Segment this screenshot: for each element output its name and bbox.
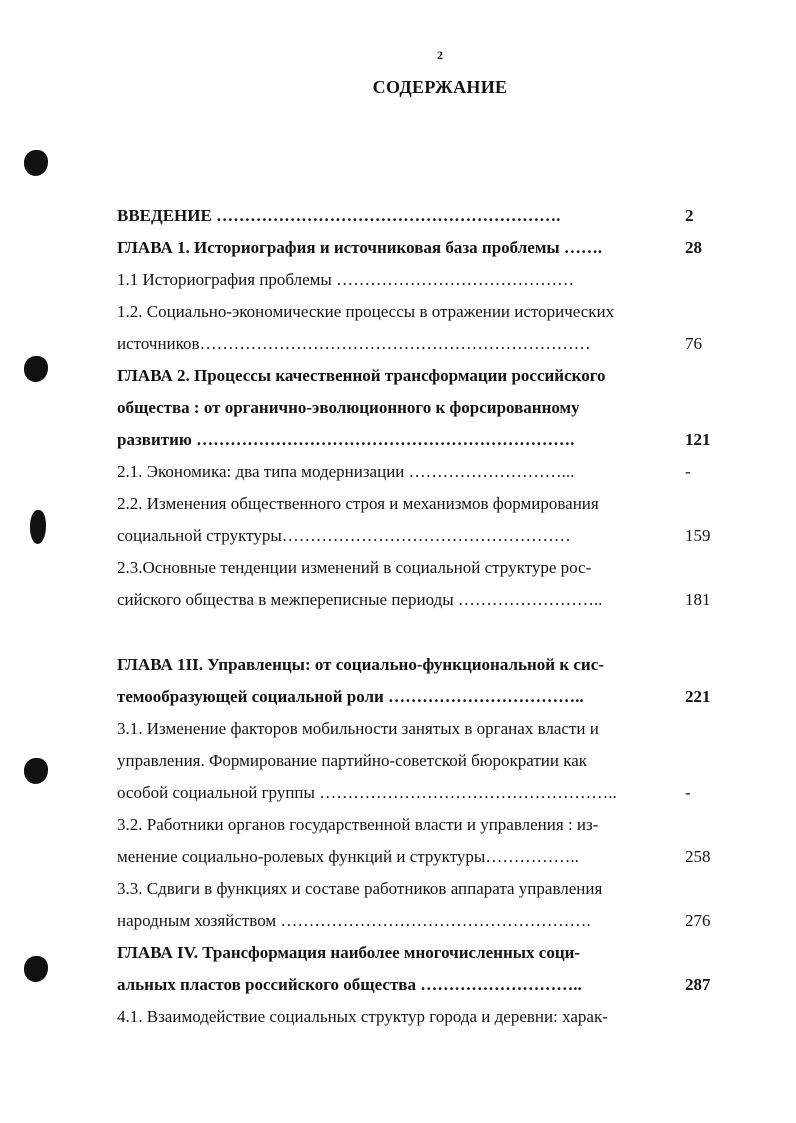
toc-entry-page: 2 [685, 206, 694, 225]
toc-entry-text: 2.2. Изменения общественного строя и механизмов формирования [117, 494, 599, 513]
toc-entry-page: 159 [685, 526, 711, 545]
toc-entry-text: 1.2. Социально-экономические процессы в отражении исторических [117, 302, 615, 321]
toc-entry-text: ВВЕДЕНИЕ ……………………………………………………. [117, 206, 561, 225]
toc-entry [117, 328, 717, 360]
toc-entry-page: 76 [685, 334, 702, 353]
page-title: СОДЕРЖАНИЕ [372, 77, 508, 97]
toc-entry [117, 809, 717, 841]
toc-entry-text: ГЛАВА 1. Историография и источниковая база проблемы ……. [117, 238, 603, 257]
punch-hole-mark [30, 510, 46, 544]
toc-entry-text: сийского общества в межпереписные периоды …………………….. [117, 590, 603, 609]
toc-entry-text: народным хозяйством ………………………………………………. [117, 911, 591, 930]
toc-entry [117, 841, 717, 873]
toc-entry-text: 2.3.Основные тенденции изменений в социальной структуре рос- [117, 558, 592, 577]
toc-entry-page: - [685, 462, 691, 481]
punch-hole-mark [24, 150, 48, 176]
toc-entry [117, 296, 717, 328]
toc-entry-page: 287 [685, 975, 711, 994]
toc-entry-page: 258 [685, 847, 711, 866]
toc-entry-text: ГЛАВА 2. Процессы качественной трансформации российского [117, 366, 606, 385]
toc-entry [117, 264, 717, 296]
toc-entry-text: 3.1. Изменение факторов мобильности занятых в органах власти и [117, 719, 599, 738]
toc-entry [117, 392, 717, 424]
section-gap [117, 616, 717, 649]
toc-entry-text: управления. Формирование партийно-советской бюрократии как [117, 751, 587, 770]
toc-entry-text: особой социальной группы …………………………………………….. [117, 783, 617, 802]
toc-entry-page: 28 [685, 238, 702, 257]
toc-entry [117, 360, 717, 392]
toc-entry-text: общества : от органично-эволюционного к форсированному [117, 398, 580, 417]
toc-entry [117, 873, 717, 905]
toc-entry [117, 456, 717, 488]
toc-entry-page: 181 [685, 590, 711, 609]
toc-entry-page: 121 [685, 430, 711, 449]
table-of-contents [117, 200, 717, 1033]
toc-entry-page: 276 [685, 911, 711, 930]
toc-entry-text: альных пластов российского общества ……………………….. [117, 975, 582, 994]
toc-entry-page: 221 [685, 687, 711, 706]
toc-entry [117, 777, 717, 809]
toc-entry-text: 3.3. Сдвиги в функциях и составе работников аппарата управления [117, 879, 603, 898]
toc-entry-text: развитию …………………………………………………………. [117, 430, 575, 449]
toc-entry [117, 552, 717, 584]
toc-entry-text: социальной структуры…………………………………………… [117, 526, 571, 545]
punch-hole-mark [24, 356, 48, 382]
toc-entry [117, 937, 717, 969]
toc-entry-text: 4.1. Взаимодействие социальных структур города и деревни: харак- [117, 1007, 608, 1026]
toc-entry [117, 488, 717, 520]
toc-entry-text: 2.1. Экономика: два типа модернизации ………………………... [117, 462, 575, 481]
toc-entry [117, 584, 717, 616]
toc-entry-text: темообразующей социальной роли …………………………….. [117, 687, 584, 706]
toc-entry [117, 969, 717, 1001]
toc-entry-text: источников…………………………………………………………… [117, 334, 591, 353]
toc-entry [117, 424, 717, 456]
toc-entry [117, 745, 717, 777]
toc-entry-page: - [685, 783, 691, 802]
toc-entry [117, 200, 717, 232]
punch-hole-mark [24, 956, 48, 982]
toc-entry-text: ГЛАВА IV. Трансформация наиболее многочисленных соци- [117, 943, 581, 962]
punch-hole-mark [24, 758, 48, 784]
toc-entry-text: 3.2. Работники органов государственной власти и управления : из- [117, 815, 599, 834]
toc-entry [117, 1001, 717, 1033]
toc-entry [117, 681, 717, 713]
toc-entry [117, 232, 717, 264]
page-number: 2 [437, 48, 443, 62]
toc-entry [117, 649, 717, 681]
toc-entry [117, 713, 717, 745]
toc-entry-text: ГЛАВА 1II. Управленцы: от социально-функциональной к сис- [117, 655, 604, 674]
toc-entry [117, 520, 717, 552]
toc-entry-text: менение социально-ролевых функций и структуры…………….. [117, 847, 579, 866]
toc-entry [117, 905, 717, 937]
toc-entry-text: 1.1 Историография проблемы …………………………………… [117, 270, 575, 289]
